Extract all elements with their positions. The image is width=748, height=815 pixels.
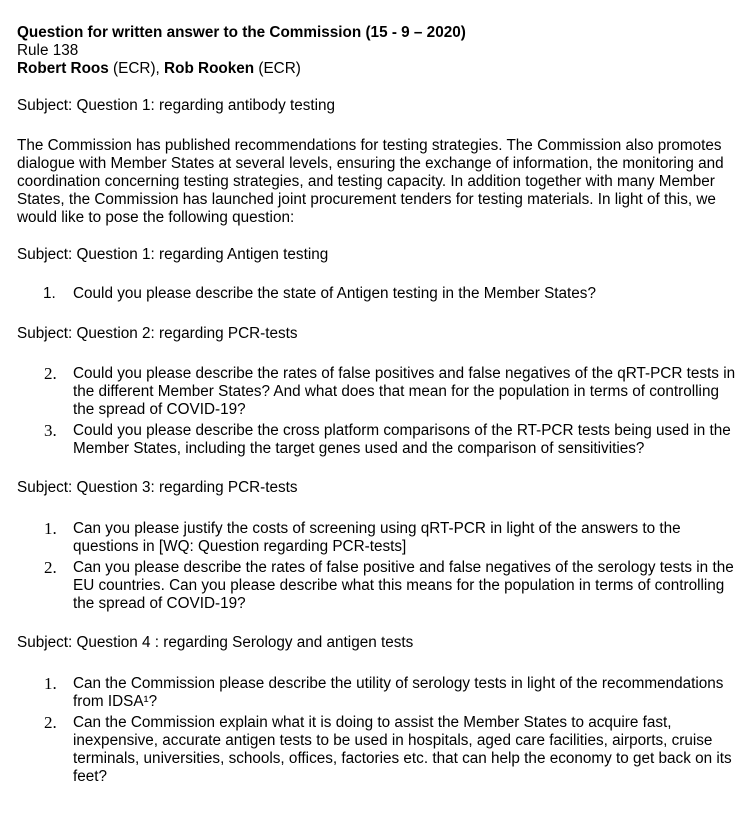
question-text: Could you please describe the state of Antigen testing in the Member States? (73, 285, 596, 302)
list-item (17, 365, 737, 419)
list-number: 2. (44, 713, 57, 732)
list-item (17, 675, 737, 711)
list-item (17, 422, 737, 458)
document (17, 24, 737, 786)
list-number: 3. (44, 421, 57, 440)
list-number: 2. (44, 364, 57, 383)
authors (17, 60, 737, 78)
list-item (17, 559, 737, 613)
author-name: Robert Roos (17, 60, 109, 77)
question-text: Could you please describe the cross platform comparisons of the RT-PCR tests being used in the Member States, including the target genes used and the comparison of sensitivities? (73, 422, 731, 457)
list-number: 1. (44, 519, 57, 538)
author-group: (ECR), (108, 60, 165, 77)
question-text: Can you please justify the costs of screening using qRT-PCR in light of the answers to the questions in [WQ: Question regarding PCR-tests] (73, 520, 681, 555)
question-list (17, 285, 737, 303)
author-name: Rob Rooken (164, 60, 255, 77)
list-number: 1. (44, 674, 57, 693)
author-group: (ECR) (254, 60, 301, 77)
question-text: Can the Commission please describe the utility of serology tests in light of the recommendations from IDSA¹? (73, 675, 724, 710)
intro-paragraph: The Commission has published recommendations for testing strategies. The Commission also promotes dialogue with Member States at several levels, ensuring the exchange of information, the monitoring and coordination concerning testing strategies, and testing capacity. In addition together with many Member States, the Commission has launched joint procurement tenders for testing materials. In light of this, we would like to pose the following question: (17, 137, 724, 226)
question-list (17, 675, 737, 786)
list-number: 1. (43, 285, 56, 302)
intro-subject: Subject: Question 1: regarding antibody testing (17, 97, 336, 114)
list-item (17, 714, 737, 786)
section-subject: Subject: Question 3: regarding PCR-tests (17, 479, 298, 496)
list-item (17, 285, 737, 303)
question-list (17, 520, 737, 613)
question-list (17, 365, 737, 458)
question-text: Could you please describe the rates of false positives and false negatives of the qRT-PCR tests in the different Member States? And what does that mean for the population in terms of controlling the spread of COVID-19? (73, 365, 736, 418)
list-item (17, 520, 737, 556)
rule-reference: Rule 138 (17, 42, 79, 59)
list-number: 2. (44, 558, 57, 577)
question-text: Can you please describe the rates of false positive and false negatives of the serology tests in the EU countries. Can you please describe what this means for the population in terms of controlling the spread of COVID-19? (73, 559, 734, 612)
document-title: Question for written answer to the Commission (15 - 9 – 2020) (17, 24, 466, 41)
section-subject: Subject: Question 4 : regarding Serology and antigen tests (17, 634, 414, 651)
section-subject: Subject: Question 1: regarding Antigen testing (17, 246, 329, 263)
question-text: Can the Commission explain what it is doing to assist the Member States to acquire fast, inexpensive, accurate antigen tests to be used in hospitals, aged care facilities, airports, cruise terminals, universities, schools, offices, factories etc. that can help the economy to get back on its feet? (73, 714, 732, 785)
section-subject: Subject: Question 2: regarding PCR-tests (17, 325, 298, 342)
